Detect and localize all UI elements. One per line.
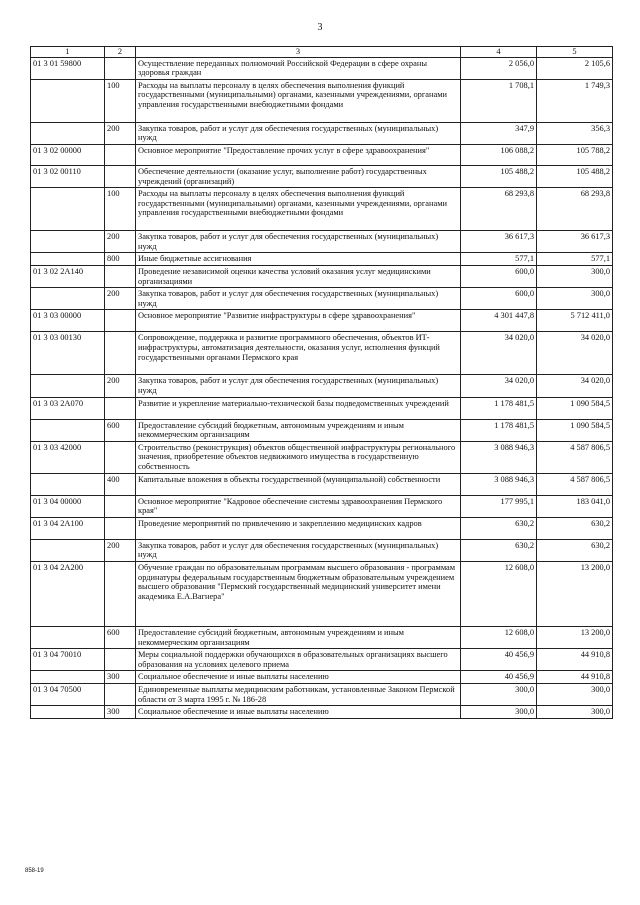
row-expense-type — [105, 495, 136, 517]
table-row — [31, 79, 613, 122]
row-name: Основное мероприятие "Кадровое обеспечение системы здравоохранения Пермского края" — [136, 495, 461, 517]
row-code — [31, 188, 105, 231]
row-value-year-1: 105 488,2 — [461, 165, 537, 187]
table-row — [31, 265, 613, 287]
row-value-year-1: 12 608,0 — [461, 562, 537, 627]
row-name: Развитие и укрепление материально-технической базы подведомственных учреждений — [136, 397, 461, 419]
row-value-year-2: 630,2 — [537, 517, 613, 539]
row-value-year-1: 3 088 946,3 — [461, 441, 537, 473]
row-expense-type — [105, 332, 136, 375]
row-code — [31, 706, 105, 719]
table-row — [31, 165, 613, 187]
table-row — [31, 706, 613, 719]
table-row — [31, 562, 613, 627]
row-value-year-2: 44 910,8 — [537, 649, 613, 671]
row-name: Предоставление субсидий бюджетным, автономным учреждениям и иным некоммерческим организациям — [136, 419, 461, 441]
row-value-year-1: 577,1 — [461, 253, 537, 266]
row-expense-type — [105, 57, 136, 79]
row-name: Обеспечение деятельности (оказание услуг, выполнение работ) государственных учреждений (организаций) — [136, 165, 461, 187]
row-code — [31, 671, 105, 684]
row-expense-type: 200 — [105, 231, 136, 253]
row-expense-type — [105, 397, 136, 419]
row-expense-type: 300 — [105, 671, 136, 684]
row-expense-type: 600 — [105, 419, 136, 441]
row-value-year-1: 40 456,9 — [461, 671, 537, 684]
row-name: Сопровождение, поддержка и развитие программного обеспечения, объектов ИТ-инфраструктуры, автоматизация деятельности, оказания услуг, исполнения функций государственными органами Пермского края — [136, 332, 461, 375]
table-row — [31, 375, 613, 397]
table-row — [31, 231, 613, 253]
row-value-year-1: 34 020,0 — [461, 332, 537, 375]
row-expense-type: 400 — [105, 473, 136, 495]
row-code — [31, 79, 105, 122]
row-value-year-1: 36 617,3 — [461, 231, 537, 253]
row-name: Единовременные выплаты медицинским работникам, установленные Законом Пермской области от 3 марта 1995 г. № 186-28 — [136, 684, 461, 706]
row-code — [31, 375, 105, 397]
table-row — [31, 684, 613, 706]
table-row — [31, 539, 613, 561]
row-value-year-2: 1 749,3 — [537, 79, 613, 122]
row-value-year-1: 1 708,1 — [461, 79, 537, 122]
row-code — [31, 473, 105, 495]
row-name: Основное мероприятие "Предоставление прочих услуг в сфере здравоохранения" — [136, 144, 461, 165]
header-col-1: 1 — [31, 47, 105, 58]
table-row — [31, 419, 613, 441]
row-code — [31, 231, 105, 253]
row-value-year-1: 300,0 — [461, 706, 537, 719]
row-value-year-1: 347,9 — [461, 122, 537, 144]
row-code: 01 3 02 00110 — [31, 165, 105, 187]
row-code: 01 3 01 59800 — [31, 57, 105, 79]
row-code: 01 3 02 00000 — [31, 144, 105, 165]
row-code: 01 3 04 70500 — [31, 684, 105, 706]
row-code: 01 3 04 2А100 — [31, 517, 105, 539]
row-expense-type — [105, 265, 136, 287]
row-name: Социальное обеспечение и иные выплаты населению — [136, 706, 461, 719]
row-value-year-2: 2 105,6 — [537, 57, 613, 79]
row-value-year-2: 44 910,8 — [537, 671, 613, 684]
page-number: 3 — [317, 22, 323, 33]
row-name: Закупка товаров, работ и услуг для обеспечения государственных (муниципальных) нужд — [136, 231, 461, 253]
table-row — [31, 253, 613, 266]
row-name: Закупка товаров, работ и услуг для обеспечения государственных (муниципальных) нужд — [136, 122, 461, 144]
row-name: Основное мероприятие "Развитие инфраструктуры в сфере здравоохранения" — [136, 310, 461, 332]
row-value-year-2: 1 090 584,5 — [537, 419, 613, 441]
row-value-year-2: 300,0 — [537, 706, 613, 719]
table-row — [31, 397, 613, 419]
header-col-3: 3 — [136, 47, 461, 58]
row-value-year-2: 34 020,0 — [537, 332, 613, 375]
table-row — [31, 310, 613, 332]
row-value-year-1: 1 178 481,5 — [461, 397, 537, 419]
row-value-year-2: 13 200,0 — [537, 562, 613, 627]
row-value-year-2: 34 020,0 — [537, 375, 613, 397]
budget-table — [30, 46, 613, 719]
row-name: Предоставление субсидий бюджетным, автономным учреждениям и иным некоммерческим организациям — [136, 627, 461, 649]
table-row — [31, 671, 613, 684]
row-name: Осуществление переданных полномочий Российской Федерации в сфере охраны здоровья граждан — [136, 57, 461, 79]
row-name: Закупка товаров, работ и услуг для обеспечения государственных (муниципальных) нужд — [136, 288, 461, 310]
row-name: Проведение независимой оценки качества условий оказания услуг медицинскими организациями — [136, 265, 461, 287]
table-row — [31, 288, 613, 310]
table-row — [31, 473, 613, 495]
row-value-year-1: 4 301 447,8 — [461, 310, 537, 332]
row-value-year-1: 68 293,8 — [461, 188, 537, 231]
row-value-year-1: 630,2 — [461, 517, 537, 539]
row-code: 01 3 03 00000 — [31, 310, 105, 332]
row-value-year-1: 600,0 — [461, 265, 537, 287]
row-name: Расходы на выплаты персоналу в целях обеспечения выполнения функций государственными (муниципальными) органами, казенными учреждениями, органами управления государственными внебюджетными фондами — [136, 188, 461, 231]
table-row — [31, 57, 613, 79]
header-col-2: 2 — [105, 47, 136, 58]
table-row — [31, 627, 613, 649]
row-value-year-2: 105 488,2 — [537, 165, 613, 187]
table-row — [31, 122, 613, 144]
row-code: 01 3 03 42000 — [31, 441, 105, 473]
row-expense-type: 300 — [105, 706, 136, 719]
row-name: Меры социальной поддержки обучающихся в образовательных организациях высшего образования на условиях целевого приема — [136, 649, 461, 671]
row-name: Расходы на выплаты персоналу в целях обеспечения выполнения функций государственными (муниципальными) органами, казенными учреждениями, органами управления государственными внебюджетными фондами — [136, 79, 461, 122]
row-value-year-2: 300,0 — [537, 684, 613, 706]
row-code — [31, 288, 105, 310]
row-value-year-2: 4 587 806,5 — [537, 441, 613, 473]
table-row — [31, 649, 613, 671]
table-row — [31, 441, 613, 473]
row-value-year-1: 40 456,9 — [461, 649, 537, 671]
row-value-year-2: 68 293,8 — [537, 188, 613, 231]
row-name: Обучение граждан по образовательным программам высшего образования - программам ординатуры федеральным государственным бюджетным образовательным учреждением высшего образования "Пермский государственный медицинский университет имени академика Е.А.Вагнера" — [136, 562, 461, 627]
row-code — [31, 539, 105, 561]
row-expense-type: 200 — [105, 122, 136, 144]
row-expense-type: 100 — [105, 79, 136, 122]
row-value-year-2: 4 587 806,5 — [537, 473, 613, 495]
row-code: 01 3 03 00130 — [31, 332, 105, 375]
row-expense-type — [105, 649, 136, 671]
row-expense-type: 100 — [105, 188, 136, 231]
row-expense-type: 200 — [105, 288, 136, 310]
row-code — [31, 627, 105, 649]
row-value-year-2: 1 090 584,5 — [537, 397, 613, 419]
row-value-year-2: 300,0 — [537, 265, 613, 287]
table-row — [31, 495, 613, 517]
table-header-row — [31, 47, 613, 58]
row-value-year-2: 630,2 — [537, 539, 613, 561]
row-code — [31, 253, 105, 266]
header-col-5: 5 — [537, 47, 613, 58]
table-row — [31, 188, 613, 231]
row-value-year-1: 630,2 — [461, 539, 537, 561]
footer-doc-code: 858-19 — [25, 868, 44, 874]
row-value-year-1: 106 088,2 — [461, 144, 537, 165]
row-expense-type: 200 — [105, 539, 136, 561]
table-row — [31, 144, 613, 165]
row-value-year-1: 12 608,0 — [461, 627, 537, 649]
row-value-year-1: 3 088 946,3 — [461, 473, 537, 495]
row-value-year-1: 34 020,0 — [461, 375, 537, 397]
row-code — [31, 122, 105, 144]
row-expense-type — [105, 310, 136, 332]
row-value-year-2: 36 617,3 — [537, 231, 613, 253]
row-value-year-2: 105 788,2 — [537, 144, 613, 165]
row-value-year-2: 577,1 — [537, 253, 613, 266]
row-value-year-1: 177 995,1 — [461, 495, 537, 517]
row-code: 01 3 04 2А200 — [31, 562, 105, 627]
row-expense-type — [105, 441, 136, 473]
row-code: 01 3 04 70010 — [31, 649, 105, 671]
row-expense-type: 600 — [105, 627, 136, 649]
row-name: Проведение мероприятий по привлечению и закреплению медицинских кадров — [136, 517, 461, 539]
row-value-year-2: 300,0 — [537, 288, 613, 310]
row-code: 01 3 02 2А140 — [31, 265, 105, 287]
row-expense-type — [105, 165, 136, 187]
row-expense-type: 200 — [105, 375, 136, 397]
row-name: Социальное обеспечение и иные выплаты населению — [136, 671, 461, 684]
row-value-year-2: 356,3 — [537, 122, 613, 144]
row-name: Строительство (реконструкция) объектов общественной инфраструктуры регионального значения, приобретение объектов недвижимого имущества в государственную собственность — [136, 441, 461, 473]
row-value-year-1: 1 178 481,5 — [461, 419, 537, 441]
row-value-year-2: 183 041,0 — [537, 495, 613, 517]
header-col-4: 4 — [461, 47, 537, 58]
row-value-year-1: 300,0 — [461, 684, 537, 706]
row-expense-type — [105, 684, 136, 706]
row-expense-type — [105, 562, 136, 627]
row-code — [31, 419, 105, 441]
row-code: 01 3 04 00000 — [31, 495, 105, 517]
row-value-year-1: 2 056,0 — [461, 57, 537, 79]
row-expense-type — [105, 517, 136, 539]
row-expense-type — [105, 144, 136, 165]
row-expense-type: 800 — [105, 253, 136, 266]
row-name: Иные бюджетные ассигнования — [136, 253, 461, 266]
row-value-year-2: 13 200,0 — [537, 627, 613, 649]
row-name: Капитальные вложения в объекты государственной (муниципальной) собственности — [136, 473, 461, 495]
table-row — [31, 332, 613, 375]
row-code: 01 3 03 2А070 — [31, 397, 105, 419]
row-value-year-2: 5 712 411,0 — [537, 310, 613, 332]
row-name: Закупка товаров, работ и услуг для обеспечения государственных (муниципальных) нужд — [136, 539, 461, 561]
table-row — [31, 517, 613, 539]
row-name: Закупка товаров, работ и услуг для обеспечения государственных (муниципальных) нужд — [136, 375, 461, 397]
row-value-year-1: 600,0 — [461, 288, 537, 310]
